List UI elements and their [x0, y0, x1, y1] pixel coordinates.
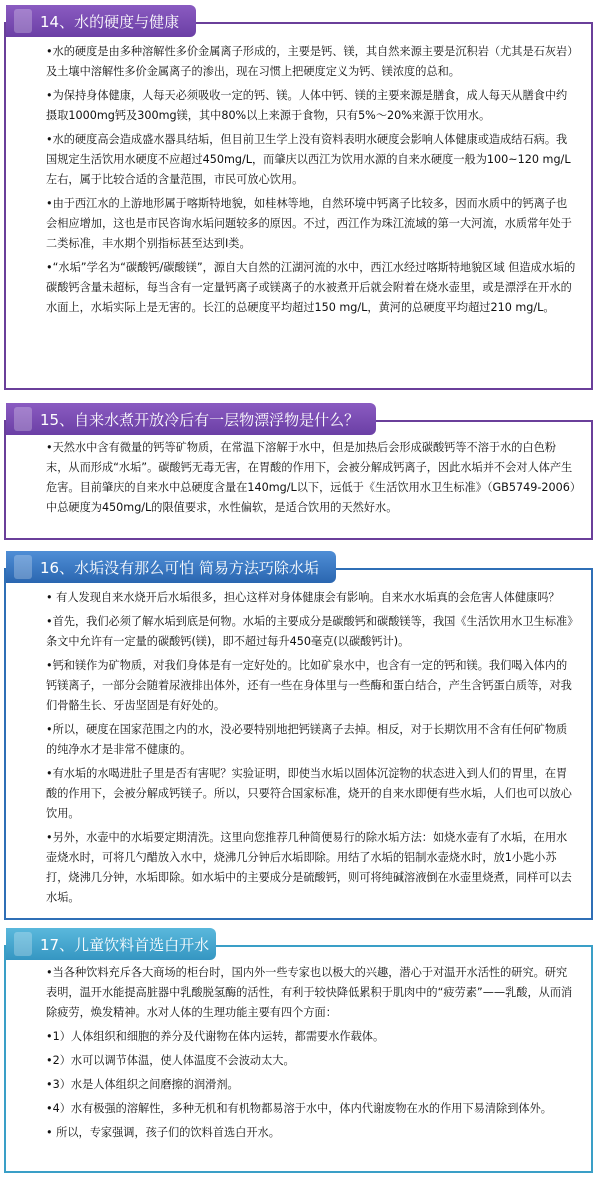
- paragraph: •3）水是人体组织之间磨擦的润滑剂。: [46, 1078, 239, 1091]
- section-body: [46, 588, 577, 912]
- paragraph: •为保持身体健康，人每天必须吸收一定的钙、镁。人体中钙、镁的主要来源是膳食，成人每天从膳食中约摄取1000mg钙及300mg镁，其中80%以上来源于食物，只有5%～20%来源于饮用水。: [46, 89, 568, 122]
- section-card-15: [4, 410, 593, 540]
- section-card-14: [4, 12, 593, 390]
- section-card-17: [4, 935, 593, 1173]
- paragraph: •1）人体组织和细胞的养分及代谢物在体内运转，都需要水作载体。: [46, 1030, 385, 1043]
- paragraph: •天然水中含有微量的钙等矿物质，在常温下溶解于水中，但是加热后会形成碳酸钙等不溶于水的白色粉末，从而形成“水垢”。碳酸钙无毒无害，在胃酸的作用下，会被分解成钙离子，因此水垢并不会对人体产生危害。目前肇庆的自来水中总硬度含量在140mg/L以下，远低于《生活饮用水卫生标准》（GB5749-2006）中总硬度为450mg/L的限值要求，水性偏软，是适合饮用的天然好水。: [46, 441, 576, 514]
- section-body: [46, 438, 577, 522]
- paragraph: •由于西江水的上游地形属于喀斯特地貌，如桂林等地，自然环境中钙离子比较多，因而水质中的钙离子也会相应增加，这也是市民咨询水垢问题较多的原因。不过，西江作为珠江流域的第一大河流，水质常年处于二类标准，丰水期个别指标甚至达到Ⅰ类。: [46, 197, 572, 250]
- section-card-16: [4, 558, 593, 920]
- paragraph: •有水垢的水喝进肚子里是否有害呢？实验证明，即使当水垢以固体沉淀物的状态进入到人们的胃里，在胃酸的作用下，会被分解成钙镁子。所以，只要符合国家标准，烧开的自来水即便有些水垢，人们也可以放心饮用。: [46, 767, 572, 820]
- paragraph: •所以，硬度在国家范围之内的水，没必要特别地把钙镁离子去掉。相反，对于长期饮用不含有任何矿物质的纯净水才是非常不健康的。: [46, 723, 568, 756]
- section-header-17: [6, 928, 216, 960]
- section-header-16: [6, 551, 336, 583]
- paragraph: •当各种饮料充斥各大商场的柜台时，国内外一些专家也以极大的兴趣，潜心于对温开水活性的研究。研究表明，温开水能提高脏器中乳酸脱氢酶的活性，有利于较快降低累积于肌肉中的“疲劳素”——乳酸，从而消除疲劳，焕发精神。水对人体的生理功能主要有四个方面：: [46, 966, 573, 1019]
- section-title: 16、水垢没有那么可怕 简易方法巧除水垢: [40, 558, 319, 577]
- paragraph: •首先，我们必须了解水垢到底是何物。水垢的主要成分是碳酸钙和碳酸镁等，我国《生活饮用水卫生标准》条文中允许有一定量的碳酸钙(镁)，即不超过每升450毫克(以碳酸钙计)。: [46, 615, 573, 648]
- paragraph: •钙和镁作为矿物质，对我们身体是有一定好处的。比如矿泉水中，也含有一定的钙和镁。我们喝入体内的钙镁离子，一部分会随着尿液排出体外，还有一些在身体里与一些酶和蛋白结合，产生含钙蛋白质等，对我们骨骼生长、牙齿坚固是有好处的。: [46, 659, 572, 712]
- section-title: 17、儿童饮料首选白开水: [40, 935, 210, 954]
- section-title: 15、自来水煮开放冷后有一层物漂浮物是什么？: [40, 410, 360, 429]
- section-body: [46, 963, 577, 1147]
- paragraph: •2）水可以调节体温，使人体温度不会波动太大。: [46, 1054, 295, 1067]
- section-header-14: [6, 5, 196, 37]
- paragraph: • 有人发现自来水烧开后水垢很多，担心这样对身体健康会有影响。自来水水垢真的会危害人体健康吗？: [46, 591, 560, 604]
- section-header-15: [6, 403, 376, 435]
- paragraph: •水的硬度是由多种溶解性多价金属离子形成的，主要是钙、镁，其自然来源主要是沉积岩（尤其是石灰岩）及土壤中溶解性多价金属离子的渗出，现在习惯上把硬度定义为钙、镁浓度的总和。: [46, 45, 573, 78]
- paragraph: •4）水有极强的溶解性，多种无机和有机物都易溶于水中，体内代谢废物在水的作用下易清除到体外。: [46, 1102, 552, 1115]
- paragraph: •水的硬度高会造成盛水器具结垢，但目前卫生学上没有资料表明水硬度会影响人体健康或造成结石病。我国规定生活饮用水硬度不应超过450mg/L，而肇庆以西江为饮用水源的自来水硬度一般为100~120 mg/L左右，属于比较合适的含量范围，市民可放心饮用。: [46, 133, 571, 186]
- paragraph: •另外，水壶中的水垢要定期清洗。这里向您推荐几种简便易行的除水垢方法：如烧水壶有了水垢，在用水壶烧水时，可将几勺醋放入水中，烧沸几分钟后水垢即除。用结了水垢的铝制水壶烧水时，放1小匙小苏打，烧沸几分钟，水垢即除。如水垢中的主要成分是硫酸钙，则可将纯碱溶液倒在水壶里烧煮，同样可以去水垢。: [46, 831, 572, 904]
- section-body: [46, 42, 577, 322]
- section-title: 14、水的硬度与健康: [40, 12, 180, 31]
- paragraph: • 所以，专家强调，孩子们的饮料首选白开水。: [46, 1126, 280, 1139]
- paragraph: •“水垢”学名为“碳酸钙/碳酸镁”，源自大自然的江湖河流的水中，西江水经过喀斯特地貌区域 但造成水垢的碳酸钙含量未超标，每当含有一定量钙离子或镁离子的水被煮开后就会附着在烧水壶里，或是漂浮在开水的水面上，水垢实际上是无害的。长江的总硬度平均超过150 mg/L，黄河的总硬度平均超过210 mg/L。: [46, 261, 576, 314]
